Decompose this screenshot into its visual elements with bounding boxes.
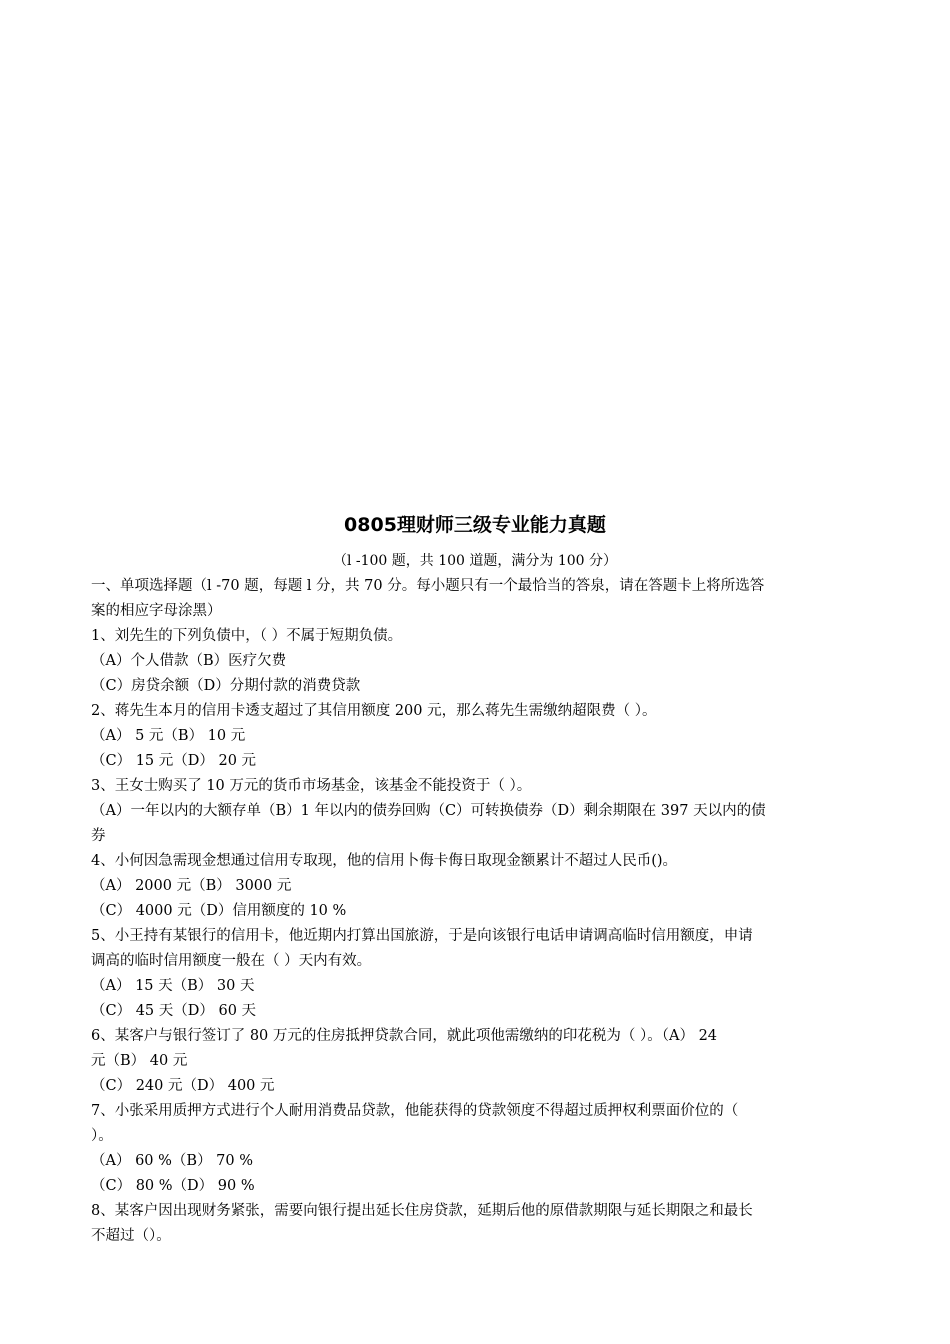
body-line: 案的相应字母涂黑）	[91, 603, 222, 619]
body-line: 2、蒋先生本月的信用卡透支超过了其信用额度 200 元，那么蒋先生需缴纳超限费（ ）。	[91, 703, 657, 719]
document-subtitle: （l -100 题，共 100 道题，满分为 100 分）	[332, 553, 618, 569]
body-line: （C） 15 元（D） 20 元	[91, 753, 257, 769]
body-line: 调高的临时信用额度一般在（ ）天内有效。	[91, 953, 372, 969]
body-line: 1、刘先生的下列负债中，（ ）不属于短期负债。	[91, 628, 403, 644]
body-line: （C） 240 元（D） 400 元	[91, 1078, 275, 1094]
body-line: ）。	[91, 1128, 113, 1144]
body-line: （A） 60 %（B） 70 %	[91, 1153, 254, 1169]
body-line: 6、某客户与银行签订了 80 万元的住房抵押贷款合同，就此项他需缴纳的印花税为（ ）。（A） 24	[91, 1028, 718, 1044]
body-line: （C） 80 %（D） 90 %	[91, 1178, 255, 1194]
document-title: 0805理财师三级专业能力真题	[344, 514, 606, 536]
document-body	[91, 574, 861, 1249]
body-line: （C）房贷余额（D）分期付款的消费贷款	[91, 678, 361, 694]
body-line: （C） 45 天（D） 60 天	[91, 1003, 257, 1019]
body-line: 不超过（）。	[91, 1228, 171, 1244]
body-line: （A）个人借款（B）医疗欠费	[91, 653, 287, 669]
body-line: （A） 2000 元（B） 3000 元	[91, 878, 292, 894]
body-line: 券	[91, 828, 106, 844]
body-line: 5、小王持有某银行的信用卡，他近期内打算出国旅游，于是向该银行电话申请调高临时信用额度，申请	[91, 928, 753, 944]
body-line: 4、小何因急需现金想通过信用专取现，他的信用卜侮卡侮日取现金额累计不超过人民币()。	[91, 853, 678, 869]
body-line: 一、单项选择题（l -70 题，每题 l 分，共 70 分。每小题只有一个最恰当的答泉，请在答题卡上将所选答	[91, 578, 765, 594]
body-line: （A） 5 元（B） 10 元	[91, 728, 246, 744]
body-line: 元（B） 40 元	[91, 1053, 188, 1069]
body-line: 7、小张采用质押方式进行个人耐用消费品贷款，他能获得的贷款领度不得超过质押权利票面价位的（	[91, 1103, 739, 1119]
body-line: 8、某客户因出现财务紧张，需要向银行提出延长住房贷款，延期后他的原借款期限与延长期限之和最长	[91, 1203, 753, 1219]
body-line: （A）一年以内的大额存单（B）1 年以内的债券回购（C）可转换债券（D）剩余期限在 397 天以内的债	[91, 803, 766, 819]
body-line: 3、王女士购买了 10 万元的货币市场基金，该基金不能投资于（ ）。	[91, 778, 532, 794]
body-line: （C） 4000 元（D）信用额度的 10 %	[91, 903, 347, 919]
body-line: （A） 15 天（B） 30 天	[91, 978, 255, 994]
